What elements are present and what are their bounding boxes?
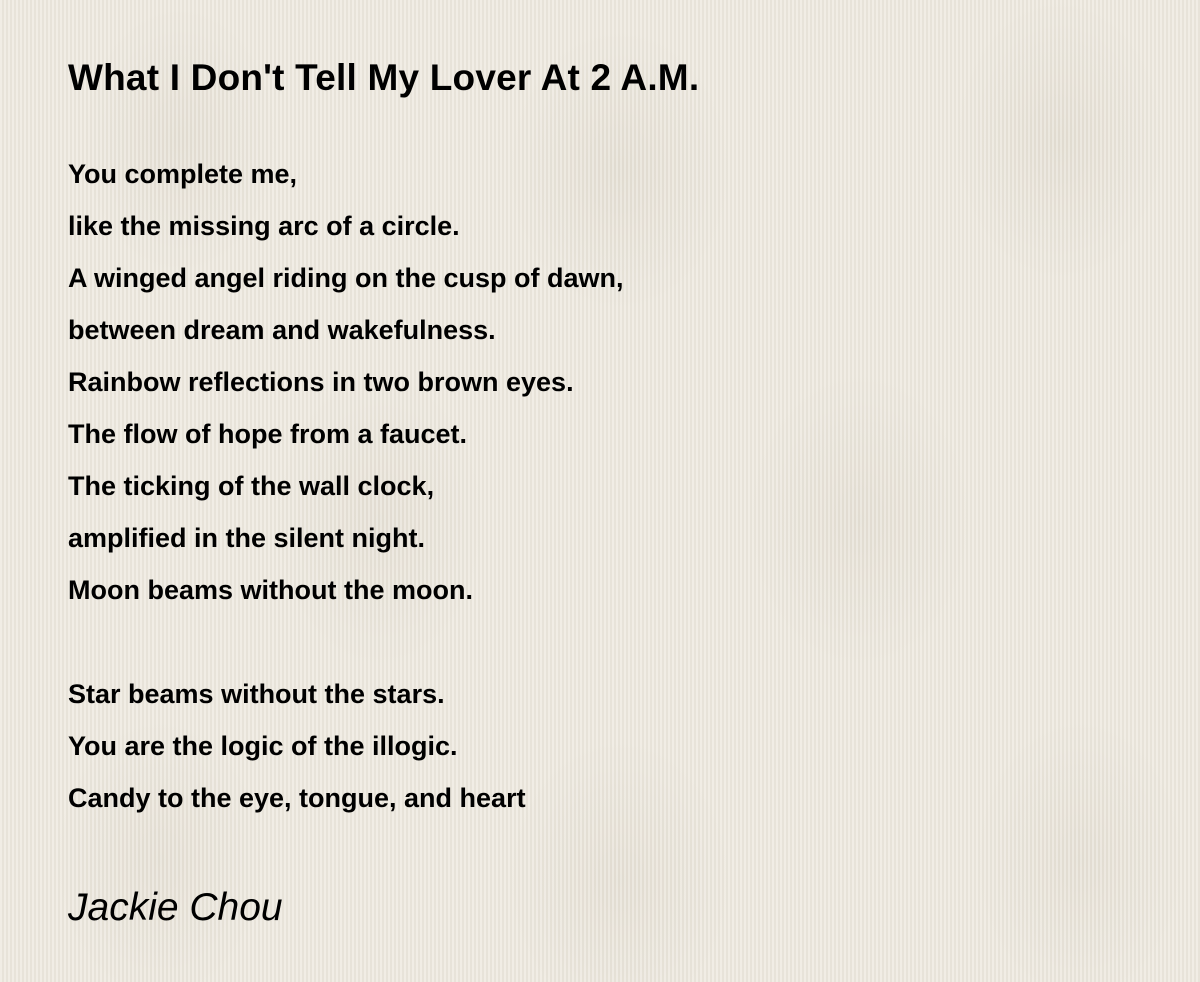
poem-line: The flow of hope from a faucet. (68, 419, 468, 449)
poem-card (68, 52, 1148, 876)
poem-line: You are the logic of the illogic. (68, 731, 458, 761)
poem-line: amplified in the silent night. (68, 523, 426, 553)
poem-line: Rainbow reflections in two brown eyes. (68, 367, 574, 397)
poem-line: between dream and wakefulness. (68, 315, 496, 345)
poem-line: Star beams without the stars. (68, 679, 445, 709)
stanza-1 (68, 148, 1148, 616)
poem-line: You complete me, (68, 159, 298, 189)
poem-line: The ticking of the wall clock, (68, 471, 435, 501)
poem-line: Candy to the eye, tongue, and heart (68, 783, 526, 813)
stanza-2 (68, 668, 1148, 824)
poem-body (68, 148, 1148, 824)
poem-title: What I Don't Tell My Lover At 2 A.M. (68, 57, 700, 98)
poem-line: Moon beams without the moon. (68, 575, 473, 605)
poem-author: Jackie Chou (68, 886, 283, 929)
poem-line: A winged angel riding on the cusp of dawn, (68, 263, 624, 293)
poem-line: like the missing arc of a circle. (68, 211, 460, 241)
